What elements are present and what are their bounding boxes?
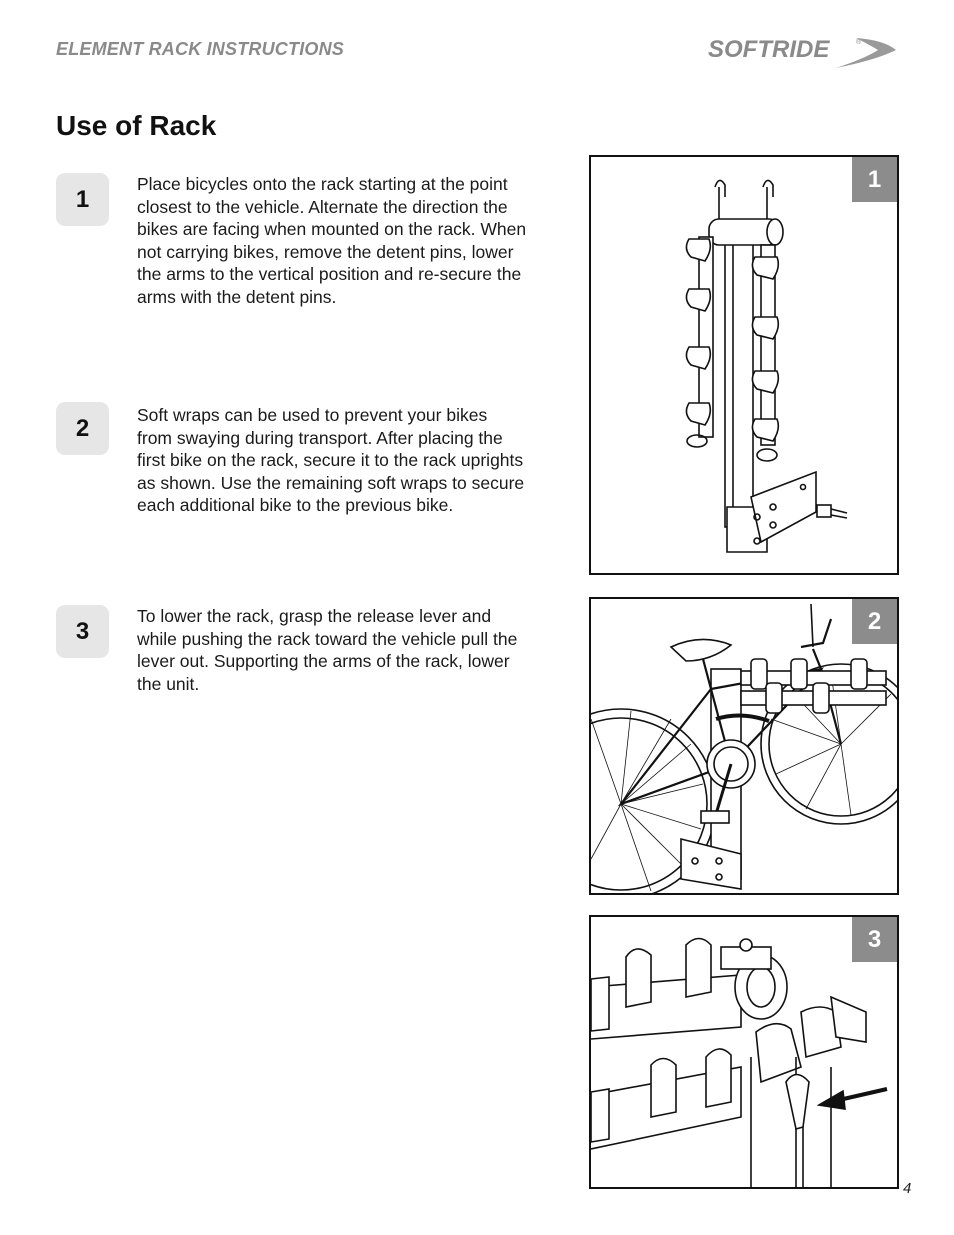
logo-wordmark: SOFTRIDE xyxy=(708,36,830,63)
figure-3-release-lever xyxy=(589,915,899,1189)
step-text-2: Soft wraps can be used to prevent your bikes from swaying during transport. After placing the first bike on the rack, secure it to the rack uprights as shown. Use the remaining soft wraps to secure each additional bike to the previous bike. xyxy=(137,405,525,515)
figure-2-label: 2 xyxy=(852,599,897,644)
logo-swoosh-icon xyxy=(836,38,896,68)
page-title: Use of Rack xyxy=(56,110,217,141)
rack-upright-illustration xyxy=(591,157,897,573)
step-badge-2: 2 xyxy=(56,402,109,455)
figure-3-label: 3 xyxy=(852,917,897,962)
arrow-icon xyxy=(819,1091,845,1109)
step-badge-3: 3 xyxy=(56,605,109,658)
step-badge-1: 1 xyxy=(56,173,109,226)
figure-1-label: 1 xyxy=(852,157,897,202)
step-text-3: To lower the rack, grasp the release lever and while pushing the rack toward the vehicle pull the lever out. Supporting the arms of the rack, lower the unit. xyxy=(137,606,518,694)
page-number: 4 xyxy=(903,1180,912,1197)
figure-1-rack-upright xyxy=(589,155,899,575)
softride-logo xyxy=(706,30,898,72)
logo-registered-mark: ® xyxy=(856,39,862,46)
step-text-1: Place bicycles onto the rack starting at the point closest to the vehicle. Alternate the direction the bikes are facing when mounted on the rack. When not carrying bikes, remove the detent pins, lower the arms to the vertical position and re-secure the arms with the detent pins. xyxy=(137,174,527,307)
figure-2-bike-mounted xyxy=(589,597,899,895)
document-header-title: ELEMENT RACK INSTRUCTIONS xyxy=(56,39,344,59)
